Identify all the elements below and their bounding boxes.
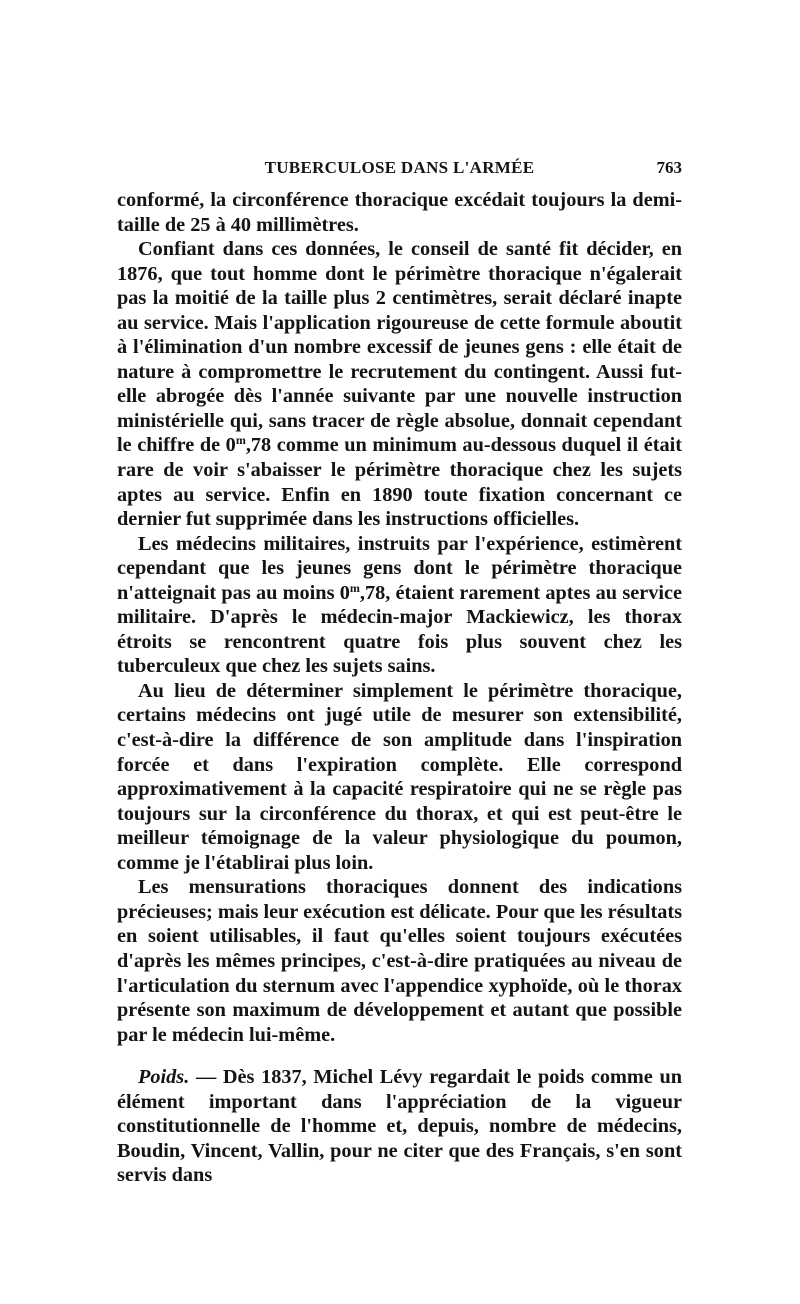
paragraph-text: ,78 comme un minimum au-dessous duquel il était rare de voir s'abaisser le périmètre thoracique chez les sujets aptes au service. Enfin en 1890 toute fixation concernant ce dernier fut supprimée dans les instructions officielles. [117,434,682,531]
measurement-unit: m [235,433,246,448]
paragraph-extensibilite [117,679,682,875]
page-number: 763 [656,158,682,177]
paragraph-conseil-de-sante [117,237,682,532]
section-run-in-heading: Poids. [138,1066,190,1089]
paragraph-poids [117,1065,682,1188]
paragraph-text: ,78, étaient rarement aptes au service militaire. D'après le médecin-major Mackiewicz, les thorax étroits se rencontrent quatre fois plus souvent chez les tuberculeux que chez les sujets sains. [117,581,682,678]
paragraph-medecins-militaires [117,532,682,679]
measurement-value: 0 [339,581,350,604]
measurement-value: 0 [225,434,236,457]
paragraph-text: Au lieu de déterminer simplement le périmètre thoracique, certains médecins ont jugé utile de mesurer son extensibilité, c'est-à-dire la différence de son amplitude dans l'inspiration forcée et dans l'expiration complète. Elle correspond approximativement à la capacité respiratoire qui ne se règle pas toujours sur la circonférence du thorax, et qui est peut-être le meilleur témoignage de la valeur physiologique du poumon, comme je l'établirai plus loin. [117,679,682,874]
paragraph-text: conformé, la circonférence thoracique excédait toujours la demi-taille de 25 à 40 millimètres. [117,189,682,236]
paragraph-text: Les médecins militaires, instruits par l'expérience, estimèrent cependant que les jeunes gens dont le périmètre thoracique n'atteignait pas au moins [117,532,682,604]
paragraph-text: — Dès 1837, Michel Lévy regardait le poids comme un élément important dans l'appréciation de la vigueur constitutionnelle de l'homme et, depuis, nombre de médecins, Boudin, Vincent, Vallin, pour ne citer que des Français, s'en sont servis dans [117,1066,682,1187]
running-head [117,158,682,184]
paragraph-text: Les mensurations thoraciques donnent des indications précieuses; mais leur exécution est délicate. Pour que les résultats en soient utilisables, il faut qu'elles soient toujours exécutées d'après les mêmes principes, c'est-à-dire pratiquées au niveau de l'articulation du sternum avec l'appendice xyphoïde, où le thorax présente son maximum de développement et autant que possible par le médecin lui-même. [117,876,682,1046]
running-title: TUBERCULOSE DANS L'ARMÉE [264,158,535,177]
paragraph-text: Confiant dans ces données, le conseil de santé fit décider, en 1876, que tout homme dont le périmètre thoracique n'égalerait pas la moitié de la taille plus 2 centimètres, serait déclaré inapte au service. Mais l'application rigoureuse de cette formule aboutit à l'élimination d'un nombre excessif de jeunes gens : elle était de nature à compromettre le recrutement du contingent. Aussi fut-elle abrogée dès l'année suivante par une nouvelle instruction ministérielle qui, sans tracer de règle absolue, donnait cependant le chiffre de [117,238,682,457]
measurement-unit: m [349,580,360,595]
paragraph-continuation [117,188,682,237]
body-text [117,188,682,1188]
paragraph-mensurations [117,875,682,1047]
